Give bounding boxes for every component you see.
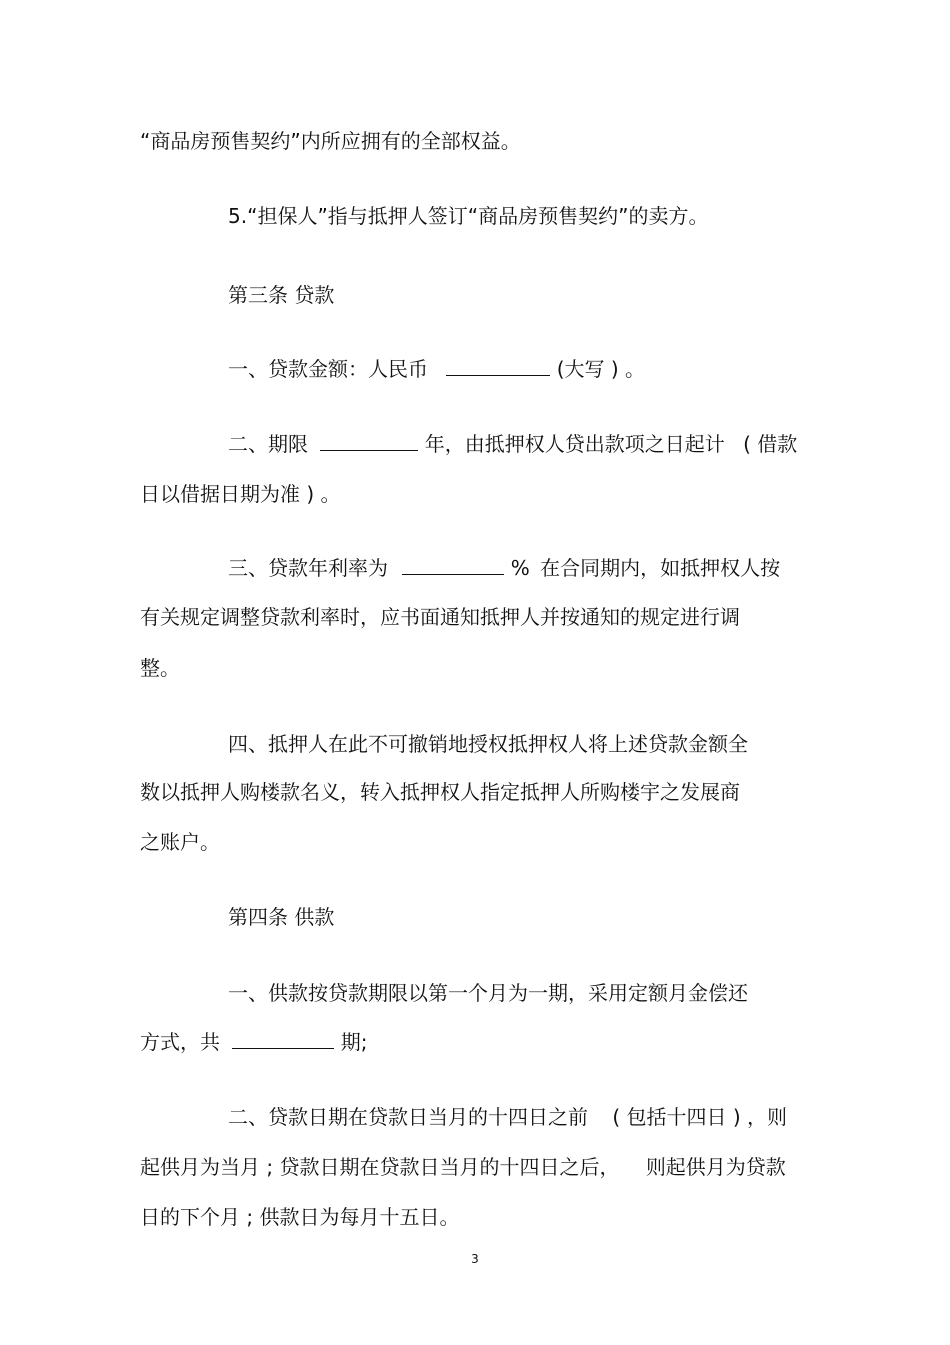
article-heading xyxy=(228,904,334,930)
loan-term-line xyxy=(228,431,797,457)
text-run: 在合同期内，如抵押权人按 xyxy=(540,556,781,580)
text-run: 一、贷款金额：人民币 xyxy=(228,357,428,381)
text-run: 二、贷款日期在贷款日当月的十四日之前 xyxy=(228,1105,588,1129)
paragraph-line xyxy=(228,1104,787,1130)
paragraph-line xyxy=(140,128,521,154)
text-run: 起供月为当月 ; 贷款日期在贷款日当月的十四日之后， xyxy=(140,1155,620,1179)
paragraph-line xyxy=(140,1154,786,1180)
text-run: ( 借款 xyxy=(743,432,798,456)
text-run: ( 包括十四日 ) ，则 xyxy=(612,1105,788,1129)
text-run: (大写 ) 。 xyxy=(556,357,646,381)
paragraph-line xyxy=(140,655,180,681)
text-run: 四、抵押人在此不可撤销地授权抵押权人将上述贷款金额全 xyxy=(228,732,748,756)
fill-in-blank xyxy=(402,556,504,575)
paragraph-line xyxy=(140,779,740,805)
text-run: 数以抵押人购楼款名义，转入抵押权人指定抵押人所购楼宇之发展商 xyxy=(140,780,740,804)
fill-in-blank xyxy=(446,357,550,376)
fill-in-blank xyxy=(320,432,418,451)
article-heading xyxy=(228,282,334,308)
text-run: 5.“担保人”指与抵押人签订“商品房预售契约”的卖方。 xyxy=(228,204,709,228)
text-run: 二、期限 xyxy=(228,432,308,456)
clause-5-line xyxy=(228,203,709,229)
loan-amount-line xyxy=(228,356,645,382)
paragraph-line xyxy=(228,731,748,757)
text-run: 期; xyxy=(340,1030,368,1054)
paragraph-line xyxy=(228,980,748,1006)
text-run: 一、供款按贷款期限以第一个月为一期，采用定额月金偿还 xyxy=(228,981,748,1005)
installments-line xyxy=(140,1029,367,1055)
fill-in-blank xyxy=(232,1030,334,1049)
text-run: “商品房预售契约”内所应拥有的全部权益。 xyxy=(140,129,521,153)
interest-rate-line xyxy=(228,555,780,581)
text-run: 有关规定调整贷款利率时，应书面通知抵押人并按通知的规定进行调 xyxy=(140,605,740,629)
text-run: 整。 xyxy=(140,656,180,680)
heading-text: 第四条 供款 xyxy=(228,905,335,929)
paragraph-line xyxy=(140,1204,459,1230)
paragraph-line xyxy=(140,604,740,630)
text-run: 之账户。 xyxy=(140,830,220,854)
text-run: 年，由抵押权人贷出款项之日起计 xyxy=(424,432,725,456)
page-number: 3 xyxy=(471,1252,479,1266)
text-run: 日以借据日期为准 ) 。 xyxy=(140,482,341,506)
text-run: 日的下个月 ; 供款日为每月十五日。 xyxy=(140,1205,460,1229)
heading-text: 第三条 贷款 xyxy=(228,283,335,307)
paragraph-line xyxy=(140,481,341,507)
percent-sign: % xyxy=(510,556,530,580)
text-run: 三、贷款年利率为 xyxy=(228,556,388,580)
text-run: 则起供月为贷款 xyxy=(645,1155,786,1179)
paragraph-line xyxy=(140,829,220,855)
text-run: 方式，共 xyxy=(140,1030,220,1054)
